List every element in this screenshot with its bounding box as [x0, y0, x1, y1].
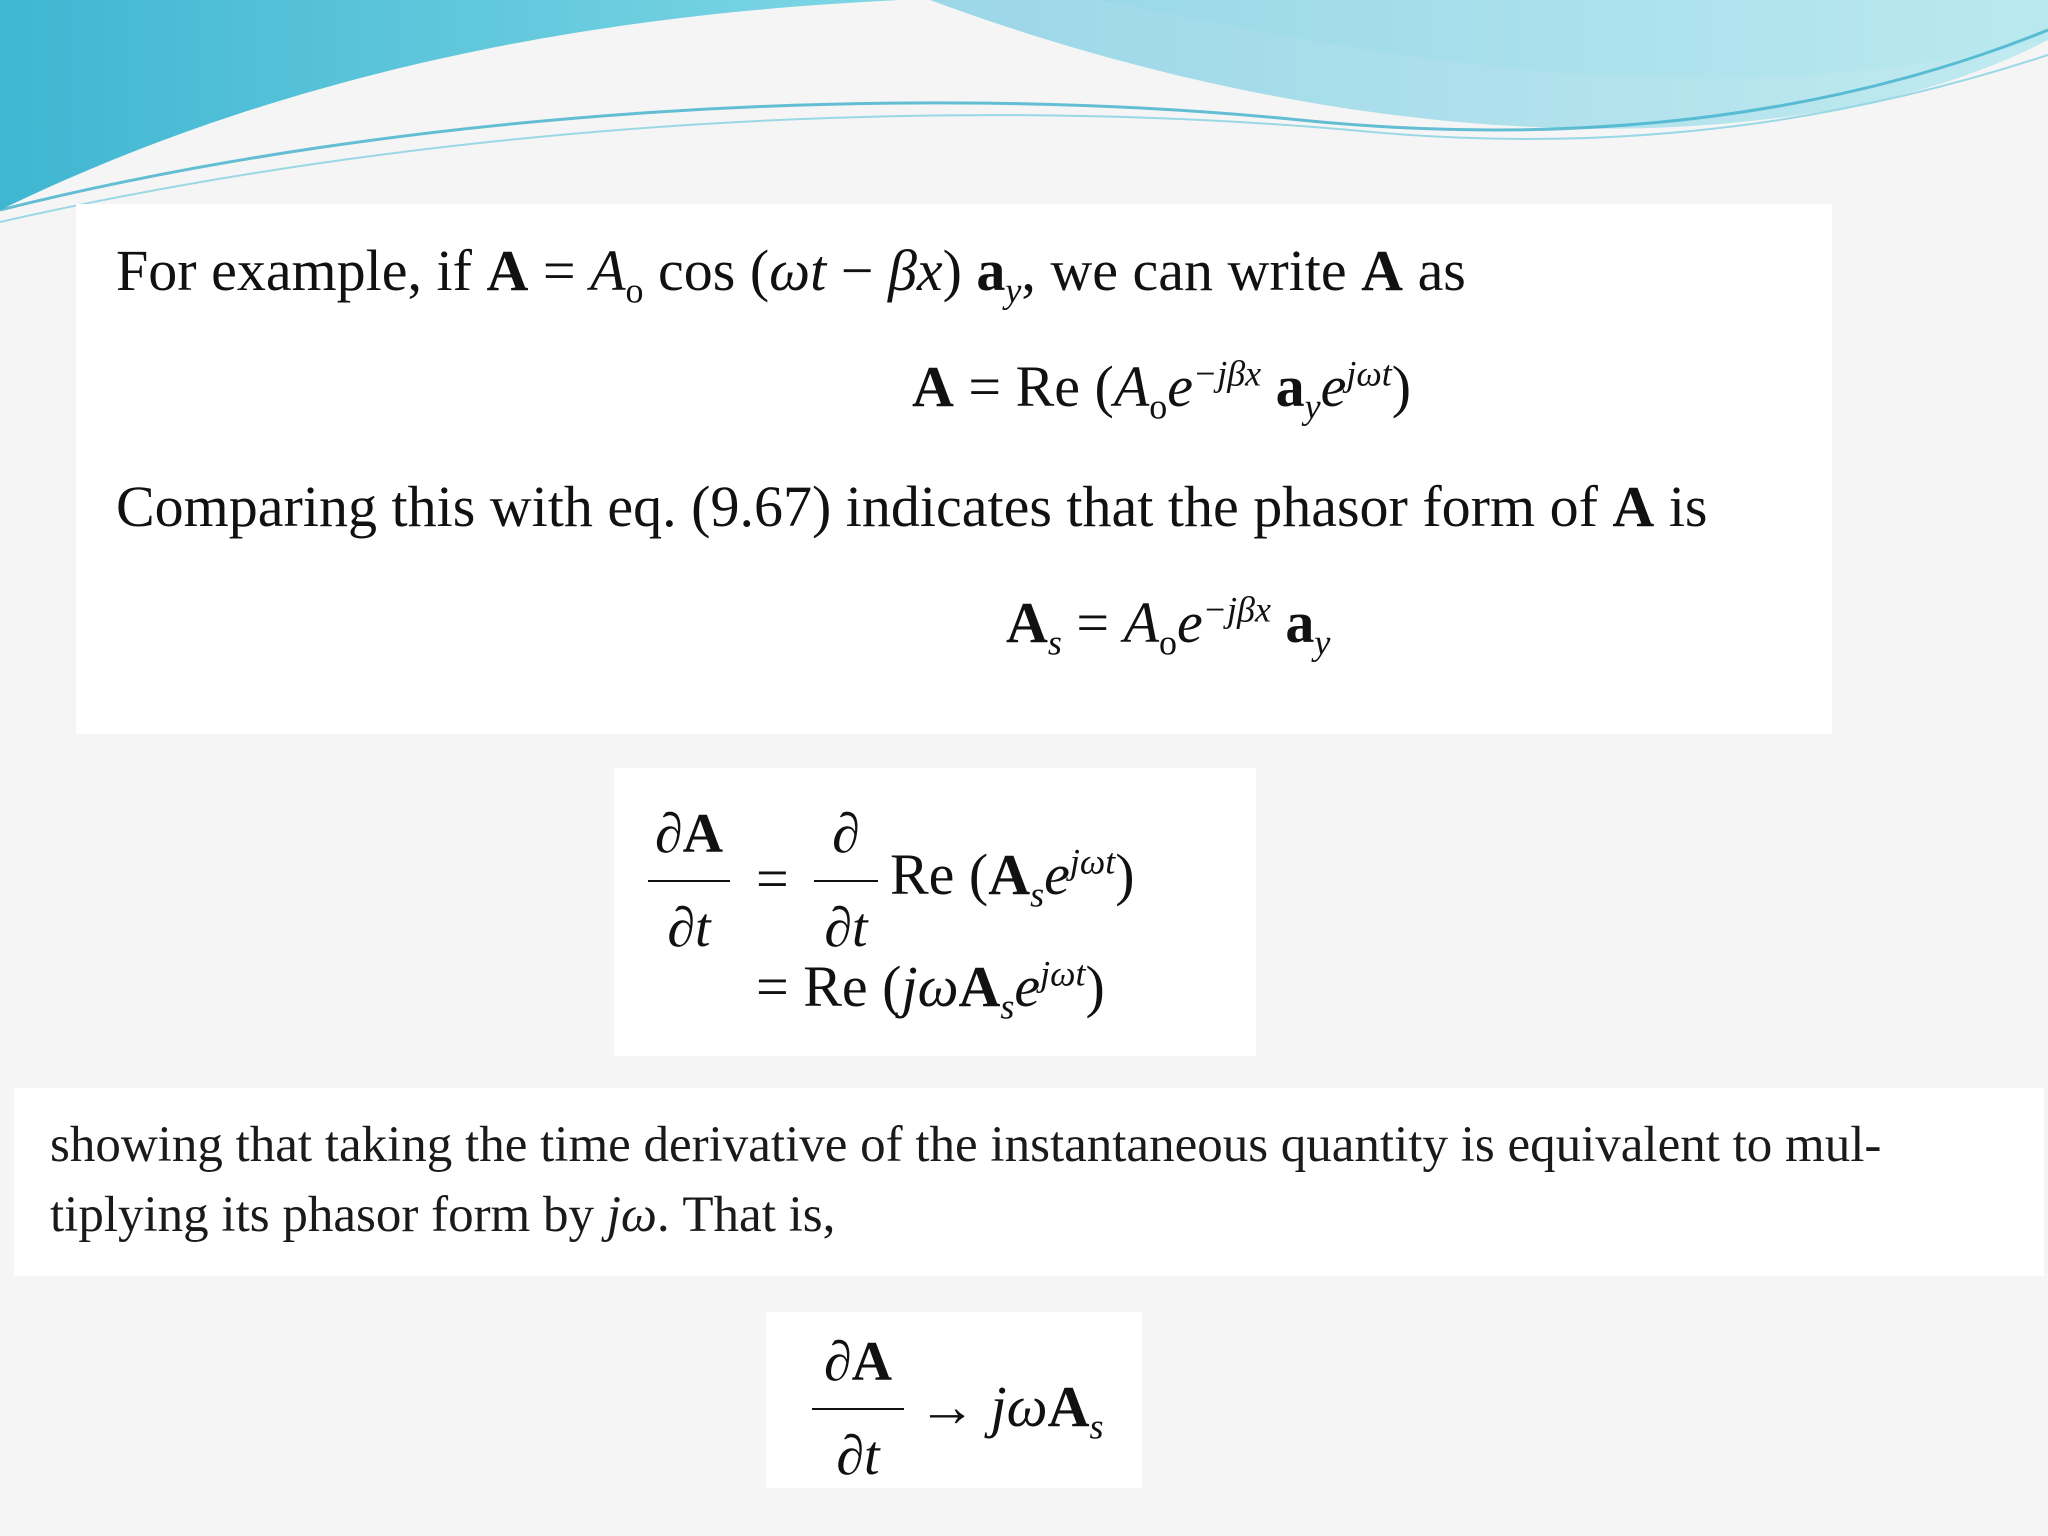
fraction-dA-dt: ∂A ∂t — [648, 802, 730, 960]
fraction-partial-dt: ∂ ∂t — [814, 802, 878, 960]
fraction-final-dA-dt: ∂A ∂t — [812, 1330, 904, 1488]
final-relation-rhs: → jωA$_s$ — [918, 1374, 1104, 1447]
equation-phasor-form: $A_s = A_oe^{-j\beta x}$ $a_y$ — [1006, 589, 1331, 663]
derivative-re-expression: Re $(A_se^{j\omega t})$ — [890, 841, 1135, 915]
explanation-paragraph — [50, 1110, 1881, 1250]
paragraph-line-2: tiplying its phasor form by jω. That is, — [50, 1187, 836, 1243]
comparison-line: Comparing this with eq. (9.67) indicates that the phasor form of A is — [116, 474, 1708, 539]
paragraph-line-1: showing that taking the time derivative of the instantaneous quantity is equivalent to mul- — [50, 1117, 1882, 1173]
example-line: For example, if $A = A_o$ cos (ωt − βx) $a_y$, we can write A as — [116, 238, 1466, 311]
equals-sign: = — [756, 846, 789, 911]
derivative-result: = Re $(j\omega A_se^{j\omega t})$ — [756, 953, 1105, 1027]
equation-A-real-part: A = Re ($A_oe^{-j\beta x}$ $a_ye^{j\omega t}$) — [912, 353, 1412, 427]
